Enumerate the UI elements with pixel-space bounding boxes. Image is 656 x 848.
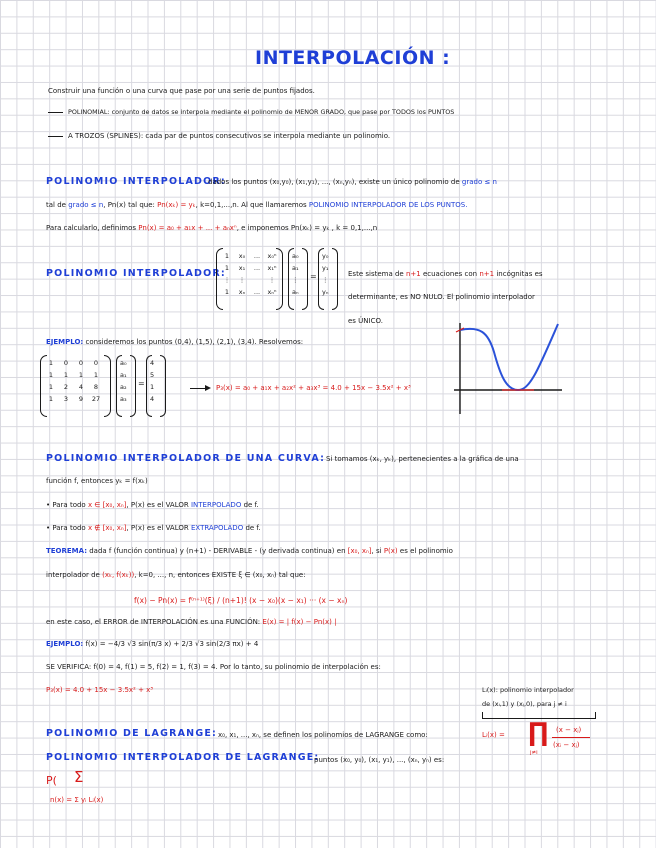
arrow-icon bbox=[190, 388, 206, 389]
matrix-cell: 1 bbox=[48, 383, 54, 391]
page-title: INTERPOLACIÓN : bbox=[255, 47, 451, 69]
matrix-cell: ⋮ bbox=[268, 276, 276, 284]
example-text: EJEMPLO: f(x) = −4/3 √3 sin(π/3 x) + 2/3 √3 sin(2/3 πx) + 4 bbox=[46, 640, 259, 648]
matrix-cell: 1 bbox=[48, 395, 54, 403]
vector-entry: y₀ bbox=[322, 252, 329, 260]
matrix-cell: 0 bbox=[78, 359, 84, 367]
vector-entry: a₁ bbox=[120, 371, 127, 379]
matrix-cell: 1 bbox=[78, 371, 84, 379]
section-text: Este sistema de n+1 ecuaciones con n+1 incógnitas es bbox=[348, 270, 543, 278]
matrix-cell: ... bbox=[253, 252, 261, 260]
equals-sign: = bbox=[138, 379, 145, 388]
section-text: determinante, es NO NULO. El polinomio interpolador bbox=[348, 293, 535, 301]
vector-entry: 4 bbox=[150, 359, 155, 367]
matrix-cell: x₁ⁿ bbox=[267, 264, 277, 272]
matrix-cell: xₙ bbox=[238, 288, 246, 296]
verification-text: SE VERIFICA: f(0) = 4, f(1) = 5, f(2) = 1, f(3) = 4. Por lo tanto, su polinomio de interpolación es: bbox=[46, 663, 381, 671]
error-formula: f(x) − Pn(x) = f⁽ⁿ⁺¹⁾(ξ) / (n+1)! (x − x₀)(x − x₁) ··· (x − xₙ) bbox=[134, 596, 348, 605]
vector-entry: a₀ bbox=[292, 252, 299, 260]
vector-entry: ⋮ bbox=[292, 276, 299, 284]
section-text: tal de grado ≤ n, Pn(x) tal que: Pn(xₖ) = yₖ, k=0,1,...,n. Al que llamaremos POLINOMIO INTERPOLADOR DE LOS PUNTOS. bbox=[46, 201, 468, 209]
matrix-cell: xₙⁿ bbox=[267, 288, 277, 296]
matrix-cell: 1 bbox=[224, 288, 230, 296]
product-symbol: ∏ bbox=[528, 718, 549, 748]
matrix-cell: x₀ⁿ bbox=[267, 252, 277, 260]
list-item: • Para todo x ∉ [x₀, xₙ], P(x) es el VALOR EXTRAPOLADO de f. bbox=[46, 524, 261, 532]
error-text: en este caso, el ERROR de INTERPOLACIÓN es una FUNCIÓN: E(x) = | f(x) − Pn(x) | bbox=[46, 618, 337, 626]
matrix-cell: ... bbox=[253, 264, 261, 272]
product-subscript: j≠i bbox=[530, 750, 538, 756]
section-text: Si tomamos (xₖ, yₖ), pertenecientes a la gráfica de una bbox=[326, 455, 519, 463]
vector-entry: yₙ bbox=[322, 288, 329, 296]
arrow-icon bbox=[48, 136, 63, 137]
vector-entry: ⋮ bbox=[322, 276, 329, 284]
matrix-cell: 27 bbox=[91, 395, 101, 403]
sum-symbol: Σ bbox=[74, 768, 84, 786]
arrow-icon bbox=[48, 112, 63, 113]
vector-entry: a₃ bbox=[120, 395, 127, 403]
vector-entry: 1 bbox=[150, 383, 155, 391]
arrow-head-icon bbox=[205, 385, 211, 391]
section-text: dados los puntos (x₀,y₀), (x₁,y₁), ..., (xₙ,yₙ), existe un único polinomio de grado ≤ n bbox=[208, 178, 497, 186]
section-text: x₀, x₁, ..., xₙ, se definen los polinomios de LAGRANGE como: bbox=[218, 731, 428, 739]
matrix-cell: 8 bbox=[93, 383, 99, 391]
curve-sketch bbox=[450, 318, 570, 418]
interpolating-polynomial: P₃(x) = 4.0 + 15x − 3.5x² + x³ bbox=[46, 686, 154, 694]
matrix-cell bbox=[252, 276, 262, 284]
matrix-cell: 1 bbox=[48, 359, 54, 367]
equals-sign: = bbox=[310, 272, 317, 281]
section-text: puntos (x₀, y₀), (x₁, y₁), ..., (xₙ, yₙ) es: bbox=[314, 756, 445, 764]
side-note: de (xᵢ,1) y (xⱼ,0), para j ≠ i bbox=[482, 700, 567, 708]
intro-line: Construir una función o una curva que pase por una serie de puntos fijados. bbox=[48, 87, 315, 95]
vector-entry: a₂ bbox=[120, 383, 127, 391]
matrix-cell: ... bbox=[253, 288, 261, 296]
matrix-cell: 0 bbox=[93, 359, 99, 367]
matrix-cell: 2 bbox=[63, 383, 69, 391]
matrix-row bbox=[46, 395, 101, 403]
section-heading: POLINOMIO DE LAGRANGE: bbox=[46, 728, 218, 739]
vandermonde-system bbox=[216, 248, 340, 310]
fraction-denominator: (xᵢ − xⱼ) bbox=[553, 741, 580, 749]
theorem-text: TEOREMA: dada f (función continua) y (n+1) - DERIVABLE - (y derivada continua) en [x₀, xₙ], si P(x) es el polinomio bbox=[46, 547, 453, 555]
matrix-row bbox=[222, 252, 277, 260]
matrix-cell: x₁ bbox=[238, 264, 246, 272]
vector-entry: a₀ bbox=[120, 359, 127, 367]
section-heading: POLINOMIO INTERPOLADOR: bbox=[46, 176, 226, 187]
matrix-row bbox=[222, 276, 277, 284]
section-heading: POLINOMIO INTERPOLADOR DE LAGRANGE: bbox=[46, 752, 320, 763]
matrix-row bbox=[222, 288, 277, 296]
vector-entry: 4 bbox=[150, 395, 155, 403]
matrix-cell: 1 bbox=[63, 371, 69, 379]
matrix-cell: 1 bbox=[48, 371, 54, 379]
fraction-numerator: (x − xⱼ) bbox=[556, 726, 582, 734]
matrix-cell: 1 bbox=[93, 371, 99, 379]
matrix-row bbox=[46, 359, 101, 367]
matrix-cell: 0 bbox=[63, 359, 69, 367]
matrix-cell: ⋮ bbox=[223, 276, 231, 284]
side-note: Lᵢ(x): polinomio interpolador bbox=[482, 686, 574, 694]
lagrange-p: P( bbox=[46, 774, 57, 787]
matrix-cell: x₀ bbox=[238, 252, 246, 260]
matrix-row bbox=[222, 264, 277, 272]
matrix-cell: 9 bbox=[78, 395, 84, 403]
section-text: es ÚNICO. bbox=[348, 317, 383, 325]
matrix-cell: 1 bbox=[224, 252, 230, 260]
lagrange-formula: n(x) = Σ yᵢ Lᵢ(x) bbox=[50, 796, 104, 804]
vector-entry: y₁ bbox=[322, 264, 329, 272]
vector-entry: aₙ bbox=[292, 288, 299, 296]
theorem-text: interpolador de (xₖ, f(xₖ)), k=0, ..., n, entonces EXISTE ξ ∈ (x₀, xₙ) tal que: bbox=[46, 571, 306, 579]
vector-entry: 5 bbox=[150, 371, 155, 379]
matrix-row bbox=[46, 371, 101, 379]
section-text: Para calcularlo, definimos Pn(x) = a₀ + a₁x + ... + aₙxⁿ, e imponemos Pn(xₖ) = yₖ , k = 0,1,...,n bbox=[46, 224, 378, 232]
vector-entry: a₁ bbox=[292, 264, 299, 272]
matrix-cell: 4 bbox=[78, 383, 84, 391]
section-heading: POLINOMIO INTERPOLADOR: bbox=[46, 268, 226, 279]
example-text: EJEMPLO: consideremos los puntos (0,4), (1,5), (2,1), (3,4). Resolvemos: bbox=[46, 338, 304, 346]
matrix-cell: ⋮ bbox=[238, 276, 246, 284]
matrix-cell: 3 bbox=[63, 395, 69, 403]
intro-polinomial: POLINOMIAL: conjunto de datos se interpola mediante el polinomio de MENOR GRADO, que pase por TODOS los PUNTOS bbox=[68, 108, 455, 116]
section-text: función f, entonces yₖ = f(xₖ) bbox=[46, 477, 148, 485]
lagrange-li: Lᵢ(x) = bbox=[482, 731, 505, 739]
example-system bbox=[40, 355, 180, 417]
example-result: P₃(x) = a₀ + a₁x + a₂x² + a₃x³ = 4.0 + 15x − 3.5x² + x³ bbox=[216, 384, 411, 392]
intro-splines: A TROZOS (SPLINES): cada par de puntos consecutivos se interpola mediante un polinomio. bbox=[68, 132, 391, 140]
section-heading: POLINOMIO INTERPOLADOR DE UNA CURVA: bbox=[46, 453, 326, 464]
matrix-cell: 1 bbox=[224, 264, 230, 272]
fraction-bar bbox=[552, 737, 590, 738]
list-item: • Para todo x ∈ [x₀, xₙ], P(x) es el VALOR INTERPOLADO de f. bbox=[46, 501, 259, 509]
matrix-row bbox=[46, 383, 101, 391]
